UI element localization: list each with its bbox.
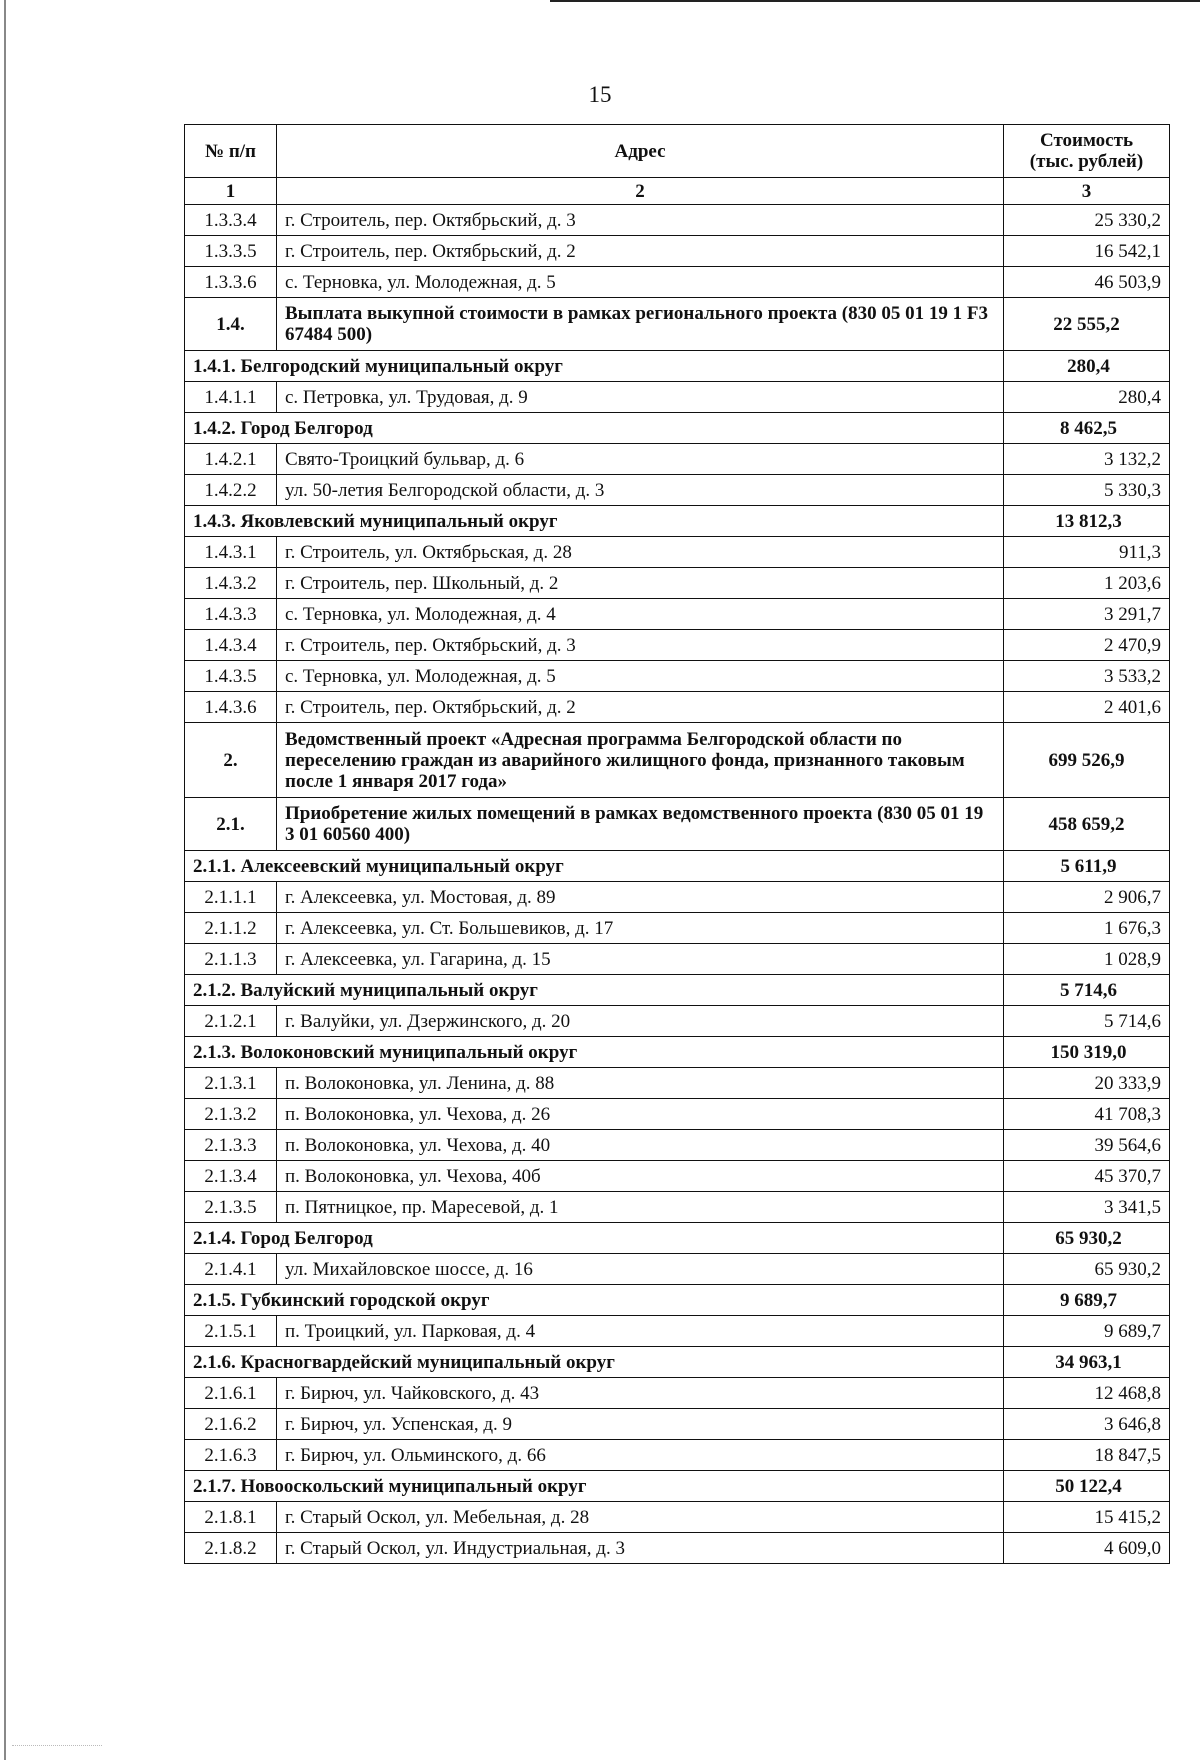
section-title: Ведомственный проект «Адресная программа Белгородской области по переселению граждан из аварийного жилищного фонда, признанного таковым после 1 января 2017 года» [277,723,1004,798]
table-row [185,1440,1170,1471]
section-row [185,298,1170,351]
column-index-3: 3 [1004,178,1170,205]
group-row [185,1037,1170,1068]
row-number: 2.1.3.1 [185,1068,277,1099]
group-total: 5 611,9 [1004,851,1170,882]
header-cost [1004,125,1170,178]
header-address: Адрес [277,125,1004,178]
table-row [185,1533,1170,1564]
row-number: 1.4.3.4 [185,630,277,661]
row-address: п. Волоконовка, ул. Чехова, д. 40 [277,1130,1004,1161]
table-row [185,1316,1170,1347]
row-cost: 20 333,9 [1004,1068,1170,1099]
group-row [185,351,1170,382]
row-cost: 280,4 [1004,382,1170,413]
row-cost: 9 689,7 [1004,1316,1170,1347]
row-number: 2.1. [185,798,277,851]
table-row [185,1502,1170,1533]
row-address: с. Терновка, ул. Молодежная, д. 4 [277,599,1004,630]
row-number: 1.4. [185,298,277,351]
row-address: ул. Михайловское шоссе, д. 16 [277,1254,1004,1285]
group-total: 13 812,3 [1004,506,1170,537]
scan-edge-top [550,0,1200,2]
row-cost: 1 028,9 [1004,944,1170,975]
group-title: 1.4.2. Город Белгород [185,413,1004,444]
group-total: 5 714,6 [1004,975,1170,1006]
row-address: Свято-Троицкий бульвар, д. 6 [277,444,1004,475]
row-number: 1.3.3.6 [185,267,277,298]
row-number: 2.1.8.1 [185,1502,277,1533]
row-number: 2.1.8.2 [185,1533,277,1564]
row-cost: 3 291,7 [1004,599,1170,630]
table-row [185,382,1170,413]
column-index-1: 1 [185,178,277,205]
row-address: п. Волоконовка, ул. Чехова, д. 26 [277,1099,1004,1130]
row-cost: 2 401,6 [1004,692,1170,723]
row-number: 2.1.5.1 [185,1316,277,1347]
section-row [185,723,1170,798]
row-number: 2.1.6.1 [185,1378,277,1409]
table-row [185,913,1170,944]
table-row [185,1068,1170,1099]
column-index-row [185,178,1170,205]
table-row [185,1130,1170,1161]
row-address: г. Алексеевка, ул. Ст. Большевиков, д. 17 [277,913,1004,944]
page-number: 15 [588,82,612,107]
row-cost: 1 676,3 [1004,913,1170,944]
table-row [185,661,1170,692]
group-title: 1.4.3. Яковлевский муниципальный округ [185,506,1004,537]
row-number: 2.1.4.1 [185,1254,277,1285]
row-cost: 3 341,5 [1004,1192,1170,1223]
table-row [185,1409,1170,1440]
row-cost: 46 503,9 [1004,267,1170,298]
row-cost: 699 526,9 [1004,723,1170,798]
row-address: г. Старый Оскол, ул. Индустриальная, д. 3 [277,1533,1004,1564]
group-total: 280,4 [1004,351,1170,382]
scan-edge-left [4,0,6,1760]
row-cost: 2 470,9 [1004,630,1170,661]
row-address: г. Старый Оскол, ул. Мебельная, д. 28 [277,1502,1004,1533]
row-number: 1.4.2.1 [185,444,277,475]
row-address: п. Пятницкое, пр. Маресевой, д. 1 [277,1192,1004,1223]
row-cost: 65 930,2 [1004,1254,1170,1285]
row-number: 2.1.3.2 [185,1099,277,1130]
header-cost-line2: (тыс. рублей) [1029,151,1144,172]
row-number: 2.1.3.4 [185,1161,277,1192]
row-number: 1.4.1.1 [185,382,277,413]
row-cost: 1 203,6 [1004,568,1170,599]
row-address: г. Бирюч, ул. Ольминского, д. 66 [277,1440,1004,1471]
group-title: 2.1.1. Алексеевский муниципальный округ [185,851,1004,882]
table-row [185,1161,1170,1192]
row-number: 1.4.3.1 [185,537,277,568]
row-address: г. Бирюч, ул. Чайковского, д. 43 [277,1378,1004,1409]
table-header-row [185,125,1170,178]
row-cost: 41 708,3 [1004,1099,1170,1130]
table-row [185,1099,1170,1130]
group-total: 150 319,0 [1004,1037,1170,1068]
group-title: 2.1.5. Губкинский городской округ [185,1285,1004,1316]
group-title: 2.1.4. Город Белгород [185,1223,1004,1254]
row-address: г. Строитель, пер. Октябрьский, д. 3 [277,205,1004,236]
group-row [185,1285,1170,1316]
row-cost: 22 555,2 [1004,298,1170,351]
table-row [185,944,1170,975]
row-address: г. Алексеевка, ул. Гагарина, д. 15 [277,944,1004,975]
group-title: 1.4.1. Белгородский муниципальный округ [185,351,1004,382]
row-address: с. Петровка, ул. Трудовая, д. 9 [277,382,1004,413]
row-cost: 39 564,6 [1004,1130,1170,1161]
row-cost: 15 415,2 [1004,1502,1170,1533]
row-cost: 16 542,1 [1004,236,1170,267]
row-address: с. Терновка, ул. Молодежная, д. 5 [277,267,1004,298]
row-cost: 25 330,2 [1004,205,1170,236]
group-title: 2.1.6. Красногвардейский муниципальный округ [185,1347,1004,1378]
table-row [185,537,1170,568]
row-number: 2.1.6.2 [185,1409,277,1440]
table-row [185,599,1170,630]
row-cost: 458 659,2 [1004,798,1170,851]
table-row [185,568,1170,599]
row-number: 2.1.6.3 [185,1440,277,1471]
row-number: 2.1.3.5 [185,1192,277,1223]
group-total: 9 689,7 [1004,1285,1170,1316]
scan-artifact [12,1745,102,1747]
row-number: 2.1.1.1 [185,882,277,913]
row-number: 1.3.3.4 [185,205,277,236]
row-address: г. Строитель, ул. Октябрьская, д. 28 [277,537,1004,568]
row-cost: 18 847,5 [1004,1440,1170,1471]
table-row [185,692,1170,723]
section-title: Выплата выкупной стоимости в рамках регионального проекта (830 05 01 19 1 F3 67484 500) [277,298,1004,351]
group-title: 2.1.3. Волоконовский муниципальный округ [185,1037,1004,1068]
group-row [185,851,1170,882]
row-number: 2.1.1.2 [185,913,277,944]
row-number: 2.1.1.3 [185,944,277,975]
group-row [185,1223,1170,1254]
row-cost: 3 646,8 [1004,1409,1170,1440]
group-row [185,975,1170,1006]
group-row [185,1471,1170,1502]
group-total: 8 462,5 [1004,413,1170,444]
row-address: п. Волоконовка, ул. Чехова, 40б [277,1161,1004,1192]
section-row [185,798,1170,851]
row-number: 2.1.2.1 [185,1006,277,1037]
table-row [185,236,1170,267]
group-total: 50 122,4 [1004,1471,1170,1502]
group-total: 65 930,2 [1004,1223,1170,1254]
table-row [185,475,1170,506]
row-number: 1.4.3.2 [185,568,277,599]
table-row [185,882,1170,913]
row-cost: 3 533,2 [1004,661,1170,692]
table-row [185,630,1170,661]
header-cost-line1: Стоимость [1039,130,1133,151]
row-cost: 45 370,7 [1004,1161,1170,1192]
row-address: г. Строитель, пер. Школьный, д. 2 [277,568,1004,599]
row-cost: 5 714,6 [1004,1006,1170,1037]
row-number: 2.1.3.3 [185,1130,277,1161]
table-row [185,1006,1170,1037]
table-row [185,267,1170,298]
row-number: 1.4.3.5 [185,661,277,692]
row-address: г. Бирюч, ул. Успенская, д. 9 [277,1409,1004,1440]
group-row [185,1347,1170,1378]
row-cost: 2 906,7 [1004,882,1170,913]
table-row [185,1378,1170,1409]
row-address: п. Волоконовка, ул. Ленина, д. 88 [277,1068,1004,1099]
column-index-2: 2 [277,178,1004,205]
table-row [185,444,1170,475]
row-number: 1.4.3.3 [185,599,277,630]
table-row [185,1254,1170,1285]
section-title: Приобретение жилых помещений в рамках ведомственного проекта (830 05 01 19 3 01 60560 400) [277,798,1004,851]
row-address: г. Строитель, пер. Октябрьский, д. 2 [277,236,1004,267]
row-number: 1.4.3.6 [185,692,277,723]
row-address: г. Строитель, пер. Октябрьский, д. 2 [277,692,1004,723]
row-cost: 911,3 [1004,537,1170,568]
row-address: г. Алексеевка, ул. Мостовая, д. 89 [277,882,1004,913]
group-row [185,506,1170,537]
table-row [185,205,1170,236]
group-total: 34 963,1 [1004,1347,1170,1378]
row-cost: 3 132,2 [1004,444,1170,475]
row-cost: 12 468,8 [1004,1378,1170,1409]
row-address: ул. 50-летия Белгородской области, д. 3 [277,475,1004,506]
address-cost-table [184,124,1170,1564]
row-number: 1.3.3.5 [185,236,277,267]
table-body [185,205,1170,1564]
table-row [185,1192,1170,1223]
row-address: г. Строитель, пер. Октябрьский, д. 3 [277,630,1004,661]
group-title: 2.1.2. Валуйский муниципальный округ [185,975,1004,1006]
group-title: 2.1.7. Новооскольский муниципальный округ [185,1471,1004,1502]
row-cost: 5 330,3 [1004,475,1170,506]
header-number: № п/п [185,125,277,178]
group-row [185,413,1170,444]
row-number: 2. [185,723,277,798]
row-address: с. Терновка, ул. Молодежная, д. 5 [277,661,1004,692]
row-number: 1.4.2.2 [185,475,277,506]
row-address: г. Валуйки, ул. Дзержинского, д. 20 [277,1006,1004,1037]
row-address: п. Троицкий, ул. Парковая, д. 4 [277,1316,1004,1347]
row-cost: 4 609,0 [1004,1533,1170,1564]
